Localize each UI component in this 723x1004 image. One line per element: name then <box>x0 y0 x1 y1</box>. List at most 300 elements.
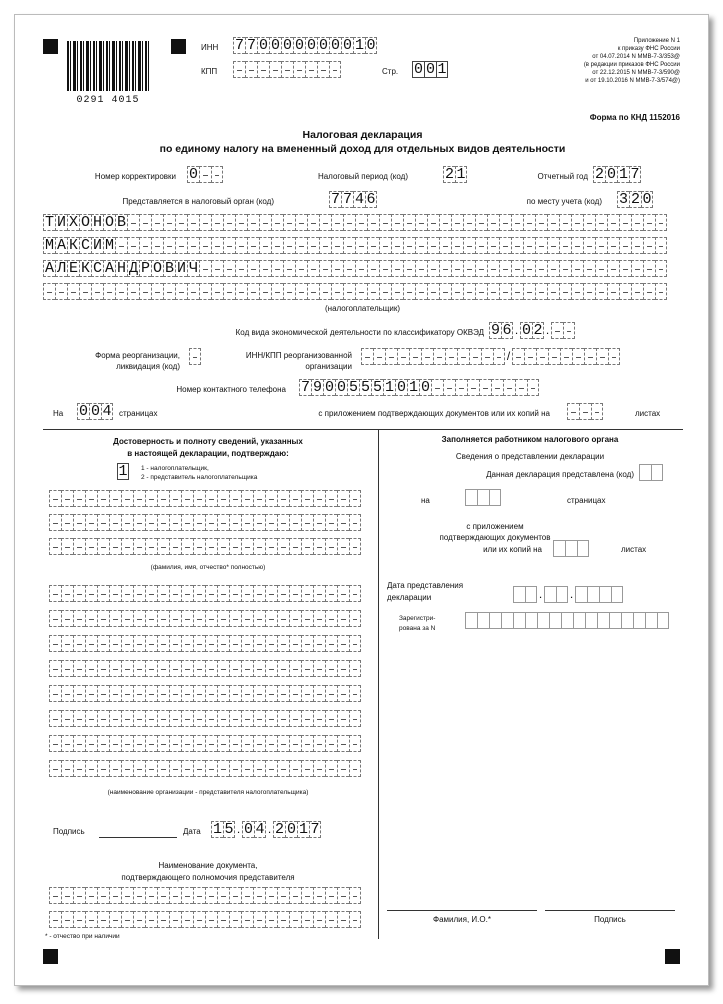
char-cell[interactable] <box>349 610 361 627</box>
char-cell[interactable] <box>229 585 241 602</box>
char-cell[interactable] <box>73 710 85 727</box>
char-cell[interactable] <box>367 283 379 300</box>
char-cell[interactable]: 1 <box>212 821 222 838</box>
fio-line[interactable] <box>49 538 361 555</box>
char-cell[interactable] <box>49 660 61 677</box>
char-cell[interactable] <box>271 283 283 300</box>
char-cell[interactable]: 9 <box>312 379 322 396</box>
char-cell[interactable] <box>169 911 181 928</box>
char-cell[interactable] <box>325 760 337 777</box>
char-cell[interactable]: В <box>164 260 174 277</box>
char-cell[interactable] <box>475 237 487 254</box>
char-cell[interactable] <box>109 610 121 627</box>
char-cell[interactable] <box>253 911 265 928</box>
char-cell[interactable] <box>559 214 571 231</box>
char-cell[interactable] <box>127 214 139 231</box>
char-cell[interactable] <box>253 760 265 777</box>
char-cell[interactable] <box>241 585 253 602</box>
char-cell[interactable] <box>271 260 283 277</box>
char-cell[interactable] <box>621 612 633 629</box>
reorg-code-cell[interactable] <box>189 348 201 365</box>
char-cell[interactable] <box>163 283 175 300</box>
char-cell[interactable] <box>145 685 157 702</box>
char-cell[interactable] <box>487 260 499 277</box>
char-cell[interactable] <box>544 586 556 603</box>
char-cell[interactable]: 1 <box>384 379 394 396</box>
char-cell[interactable] <box>337 610 349 627</box>
char-cell[interactable] <box>253 490 265 507</box>
char-cell[interactable] <box>415 237 427 254</box>
char-cell[interactable] <box>579 403 591 420</box>
char-cell[interactable] <box>133 538 145 555</box>
char-cell[interactable] <box>265 660 277 677</box>
char-cell[interactable] <box>73 735 85 752</box>
char-cell[interactable] <box>319 260 331 277</box>
char-cell[interactable]: Т <box>44 214 54 231</box>
char-cell[interactable] <box>289 887 301 904</box>
char-cell[interactable] <box>223 283 235 300</box>
char-cell[interactable] <box>325 911 337 928</box>
char-cell[interactable] <box>229 710 241 727</box>
char-cell[interactable] <box>633 612 645 629</box>
char-cell[interactable] <box>145 660 157 677</box>
char-cell[interactable]: 0 <box>396 379 406 396</box>
char-cell[interactable] <box>193 490 205 507</box>
char-cell[interactable] <box>109 710 121 727</box>
char-cell[interactable] <box>463 214 475 231</box>
char-cell[interactable] <box>151 283 163 300</box>
char-cell[interactable]: 1 <box>298 821 308 838</box>
char-cell[interactable] <box>85 514 97 531</box>
char-cell[interactable] <box>571 237 583 254</box>
char-cell[interactable] <box>241 514 253 531</box>
char-cell[interactable] <box>265 685 277 702</box>
char-cell[interactable] <box>355 283 367 300</box>
char-cell[interactable] <box>313 887 325 904</box>
signature-date-cells[interactable] <box>211 821 321 838</box>
doc-line[interactable] <box>49 887 361 904</box>
char-cell[interactable] <box>536 348 548 365</box>
char-cell[interactable] <box>169 635 181 652</box>
char-cell[interactable] <box>289 735 301 752</box>
char-cell[interactable]: Х <box>68 214 78 231</box>
char-cell[interactable] <box>193 514 205 531</box>
char-cell[interactable] <box>289 610 301 627</box>
authority-cells[interactable] <box>329 191 377 208</box>
char-cell[interactable] <box>157 660 169 677</box>
char-cell[interactable] <box>295 214 307 231</box>
right-pages-cells[interactable] <box>465 489 501 506</box>
char-cell[interactable] <box>325 887 337 904</box>
char-cell[interactable] <box>385 348 397 365</box>
char-cell[interactable] <box>229 760 241 777</box>
char-cell[interactable]: 0 <box>258 37 268 54</box>
char-cell[interactable] <box>121 685 133 702</box>
char-cell[interactable]: 0 <box>270 37 280 54</box>
char-cell[interactable] <box>607 260 619 277</box>
pages-cells[interactable] <box>77 403 113 420</box>
char-cell[interactable]: 2 <box>444 166 454 183</box>
char-cell[interactable] <box>337 887 349 904</box>
char-cell[interactable] <box>169 490 181 507</box>
char-cell[interactable]: 7 <box>330 191 340 208</box>
char-cell[interactable] <box>493 348 505 365</box>
char-cell[interactable] <box>645 612 657 629</box>
char-cell[interactable] <box>169 660 181 677</box>
char-cell[interactable] <box>241 735 253 752</box>
char-cell[interactable] <box>223 237 235 254</box>
org-line[interactable] <box>49 660 361 677</box>
char-cell[interactable]: 0 <box>294 37 304 54</box>
char-cell[interactable] <box>169 610 181 627</box>
char-cell[interactable] <box>525 612 537 629</box>
char-cell[interactable] <box>193 887 205 904</box>
char-cell[interactable] <box>169 710 181 727</box>
char-cell[interactable] <box>307 237 319 254</box>
char-cell[interactable] <box>301 660 313 677</box>
char-cell[interactable] <box>233 61 245 78</box>
char-cell[interactable] <box>49 887 61 904</box>
char-cell[interactable] <box>217 685 229 702</box>
char-cell[interactable] <box>253 887 265 904</box>
char-cell[interactable] <box>295 260 307 277</box>
char-cell[interactable] <box>145 735 157 752</box>
char-cell[interactable] <box>487 214 499 231</box>
char-cell[interactable] <box>583 237 595 254</box>
char-cell[interactable] <box>513 612 525 629</box>
char-cell[interactable] <box>265 710 277 727</box>
char-cell[interactable] <box>247 283 259 300</box>
char-cell[interactable] <box>187 283 199 300</box>
char-cell[interactable] <box>73 887 85 904</box>
char-cell[interactable]: 4 <box>102 403 112 420</box>
char-cell[interactable] <box>301 735 313 752</box>
char-cell[interactable] <box>619 214 631 231</box>
char-cell[interactable] <box>181 710 193 727</box>
char-cell[interactable] <box>205 911 217 928</box>
char-cell[interactable] <box>583 214 595 231</box>
char-cell[interactable] <box>265 538 277 555</box>
char-cell[interactable] <box>253 635 265 652</box>
char-cell[interactable]: И <box>92 237 102 254</box>
char-cell[interactable] <box>241 685 253 702</box>
char-cell[interactable] <box>217 735 229 752</box>
char-cell[interactable] <box>451 214 463 231</box>
char-cell[interactable] <box>349 760 361 777</box>
char-cell[interactable]: 5 <box>360 379 370 396</box>
char-cell[interactable] <box>643 283 655 300</box>
char-cell[interactable] <box>157 685 169 702</box>
char-cell[interactable] <box>391 214 403 231</box>
char-cell[interactable] <box>85 490 97 507</box>
char-cell[interactable] <box>265 635 277 652</box>
char-cell[interactable] <box>319 237 331 254</box>
char-cell[interactable] <box>121 735 133 752</box>
char-cell[interactable] <box>477 489 489 506</box>
char-cell[interactable]: 2 <box>533 322 543 339</box>
char-cell[interactable] <box>337 538 349 555</box>
char-cell[interactable] <box>49 538 61 555</box>
char-cell[interactable] <box>211 166 223 183</box>
char-cell[interactable] <box>655 260 667 277</box>
char-cell[interactable] <box>61 538 73 555</box>
char-cell[interactable] <box>373 348 385 365</box>
char-cell[interactable] <box>217 911 229 928</box>
char-cell[interactable] <box>619 283 631 300</box>
char-cell[interactable] <box>103 283 115 300</box>
char-cell[interactable] <box>85 635 97 652</box>
char-cell[interactable] <box>97 538 109 555</box>
char-cell[interactable]: 0 <box>521 322 531 339</box>
registration-cells[interactable] <box>465 612 669 629</box>
char-cell[interactable] <box>49 911 61 928</box>
char-cell[interactable] <box>391 283 403 300</box>
char-cell[interactable] <box>523 214 535 231</box>
char-cell[interactable] <box>301 585 313 602</box>
right-sheets-cells[interactable] <box>553 540 589 557</box>
char-cell[interactable] <box>73 514 85 531</box>
char-cell[interactable] <box>331 214 343 231</box>
char-cell[interactable] <box>43 283 55 300</box>
char-cell[interactable] <box>651 464 663 481</box>
char-cell[interactable] <box>455 379 467 396</box>
char-cell[interactable] <box>277 887 289 904</box>
char-cell[interactable] <box>313 610 325 627</box>
char-cell[interactable]: 1 <box>354 37 364 54</box>
char-cell[interactable] <box>655 237 667 254</box>
date-presented-cells[interactable] <box>513 586 623 603</box>
char-cell[interactable] <box>379 214 391 231</box>
char-cell[interactable] <box>639 464 651 481</box>
char-cell[interactable] <box>109 911 121 928</box>
char-cell[interactable] <box>421 348 433 365</box>
char-cell[interactable] <box>109 538 121 555</box>
char-cell[interactable]: 1 <box>408 379 418 396</box>
char-cell[interactable] <box>607 283 619 300</box>
char-cell[interactable] <box>247 260 259 277</box>
char-cell[interactable] <box>235 214 247 231</box>
char-cell[interactable] <box>169 514 181 531</box>
place-cells[interactable] <box>617 191 653 208</box>
char-cell[interactable] <box>301 760 313 777</box>
char-cell[interactable] <box>433 348 445 365</box>
char-cell[interactable] <box>585 612 597 629</box>
char-cell[interactable] <box>181 685 193 702</box>
char-cell[interactable] <box>337 710 349 727</box>
char-cell[interactable] <box>427 214 439 231</box>
char-cell[interactable] <box>337 735 349 752</box>
char-cell[interactable] <box>229 538 241 555</box>
char-cell[interactable]: 0 <box>318 37 328 54</box>
char-cell[interactable] <box>193 635 205 652</box>
signature-line[interactable] <box>99 837 177 838</box>
char-cell[interactable] <box>535 214 547 231</box>
char-cell[interactable] <box>49 610 61 627</box>
char-cell[interactable] <box>329 61 341 78</box>
char-cell[interactable]: 0 <box>282 37 292 54</box>
char-cell[interactable]: О <box>104 214 114 231</box>
org-line[interactable] <box>49 685 361 702</box>
char-cell[interactable] <box>289 911 301 928</box>
char-cell[interactable] <box>49 735 61 752</box>
char-cell[interactable] <box>217 514 229 531</box>
char-cell[interactable] <box>415 260 427 277</box>
char-cell[interactable] <box>145 490 157 507</box>
char-cell[interactable] <box>295 283 307 300</box>
char-cell[interactable] <box>145 610 157 627</box>
char-cell[interactable]: 4 <box>255 821 265 838</box>
char-cell[interactable] <box>253 710 265 727</box>
char-cell[interactable] <box>631 260 643 277</box>
char-cell[interactable] <box>205 710 217 727</box>
char-cell[interactable] <box>157 887 169 904</box>
char-cell[interactable] <box>61 887 73 904</box>
char-cell[interactable] <box>283 237 295 254</box>
char-cell[interactable] <box>85 538 97 555</box>
org-line[interactable] <box>49 710 361 727</box>
char-cell[interactable]: 0 <box>336 379 346 396</box>
char-cell[interactable] <box>253 660 265 677</box>
char-cell[interactable] <box>301 911 313 928</box>
char-cell[interactable] <box>277 514 289 531</box>
reorg-inn-cells[interactable] <box>361 348 620 365</box>
char-cell[interactable] <box>121 760 133 777</box>
char-cell[interactable]: 0 <box>243 821 253 838</box>
char-cell[interactable] <box>85 610 97 627</box>
char-cell[interactable] <box>241 635 253 652</box>
char-cell[interactable] <box>217 538 229 555</box>
char-cell[interactable] <box>475 260 487 277</box>
char-cell[interactable] <box>265 735 277 752</box>
char-cell[interactable] <box>409 348 421 365</box>
char-cell[interactable] <box>181 490 193 507</box>
char-cell[interactable] <box>499 283 511 300</box>
char-cell[interactable] <box>61 660 73 677</box>
char-cell[interactable] <box>403 260 415 277</box>
char-cell[interactable] <box>391 260 403 277</box>
char-cell[interactable] <box>133 710 145 727</box>
char-cell[interactable] <box>313 911 325 928</box>
char-cell[interactable] <box>121 635 133 652</box>
char-cell[interactable] <box>343 237 355 254</box>
char-cell[interactable] <box>49 585 61 602</box>
char-cell[interactable] <box>133 610 145 627</box>
char-cell[interactable] <box>169 585 181 602</box>
char-cell[interactable] <box>559 260 571 277</box>
char-cell[interactable] <box>451 260 463 277</box>
char-cell[interactable] <box>277 760 289 777</box>
char-cell[interactable] <box>337 585 349 602</box>
char-cell[interactable] <box>193 538 205 555</box>
char-cell[interactable] <box>349 514 361 531</box>
char-cell[interactable] <box>193 760 205 777</box>
char-cell[interactable] <box>97 735 109 752</box>
char-cell[interactable]: С <box>80 237 90 254</box>
char-cell[interactable] <box>349 710 361 727</box>
char-cell[interactable] <box>205 887 217 904</box>
char-cell[interactable] <box>181 610 193 627</box>
char-cell[interactable] <box>427 260 439 277</box>
char-cell[interactable] <box>431 379 443 396</box>
char-cell[interactable] <box>133 514 145 531</box>
char-cell[interactable] <box>205 635 217 652</box>
char-cell[interactable] <box>175 214 187 231</box>
char-cell[interactable] <box>511 214 523 231</box>
inn-cells[interactable] <box>233 37 377 54</box>
char-cell[interactable] <box>523 237 535 254</box>
char-cell[interactable] <box>109 490 121 507</box>
char-cell[interactable] <box>187 214 199 231</box>
char-cell[interactable] <box>313 635 325 652</box>
char-cell[interactable] <box>325 635 337 652</box>
char-cell[interactable] <box>157 911 169 928</box>
char-cell[interactable] <box>61 514 73 531</box>
char-cell[interactable] <box>397 348 409 365</box>
char-cell[interactable] <box>367 260 379 277</box>
char-cell[interactable] <box>277 635 289 652</box>
char-cell[interactable] <box>127 237 139 254</box>
char-cell[interactable] <box>259 260 271 277</box>
char-cell[interactable] <box>643 214 655 231</box>
char-cell[interactable] <box>337 660 349 677</box>
char-cell[interactable]: М <box>104 237 114 254</box>
char-cell[interactable]: 0 <box>78 403 88 420</box>
char-cell[interactable]: 7 <box>246 37 256 54</box>
char-cell[interactable] <box>283 214 295 231</box>
char-cell[interactable] <box>205 610 217 627</box>
char-cell[interactable] <box>265 760 277 777</box>
char-cell[interactable] <box>97 685 109 702</box>
char-cell[interactable] <box>415 214 427 231</box>
char-cell[interactable] <box>403 214 415 231</box>
char-cell[interactable] <box>121 585 133 602</box>
char-cell[interactable] <box>587 586 599 603</box>
char-cell[interactable] <box>109 760 121 777</box>
char-cell[interactable] <box>121 710 133 727</box>
char-cell[interactable] <box>277 585 289 602</box>
char-cell[interactable] <box>289 585 301 602</box>
char-cell[interactable] <box>259 214 271 231</box>
char-cell[interactable] <box>463 260 475 277</box>
char-cell[interactable] <box>609 612 621 629</box>
char-cell[interactable] <box>199 237 211 254</box>
char-cell[interactable] <box>331 283 343 300</box>
char-cell[interactable] <box>271 214 283 231</box>
char-cell[interactable]: А <box>44 260 54 277</box>
char-cell[interactable] <box>109 735 121 752</box>
char-cell[interactable] <box>157 610 169 627</box>
char-cell[interactable] <box>301 685 313 702</box>
char-cell[interactable] <box>49 490 61 507</box>
char-cell[interactable] <box>337 635 349 652</box>
char-cell[interactable]: 7 <box>342 191 352 208</box>
char-cell[interactable] <box>241 538 253 555</box>
char-cell[interactable] <box>217 710 229 727</box>
char-cell[interactable] <box>575 586 587 603</box>
char-cell[interactable] <box>596 348 608 365</box>
char-cell[interactable] <box>223 214 235 231</box>
char-cell[interactable] <box>301 490 313 507</box>
char-cell[interactable] <box>181 538 193 555</box>
char-cell[interactable]: А <box>104 260 114 277</box>
char-cell[interactable] <box>61 760 73 777</box>
char-cell[interactable] <box>133 735 145 752</box>
char-cell[interactable] <box>535 283 547 300</box>
char-cell[interactable] <box>49 710 61 727</box>
char-cell[interactable] <box>133 760 145 777</box>
char-cell[interactable] <box>229 911 241 928</box>
char-cell[interactable] <box>525 586 537 603</box>
